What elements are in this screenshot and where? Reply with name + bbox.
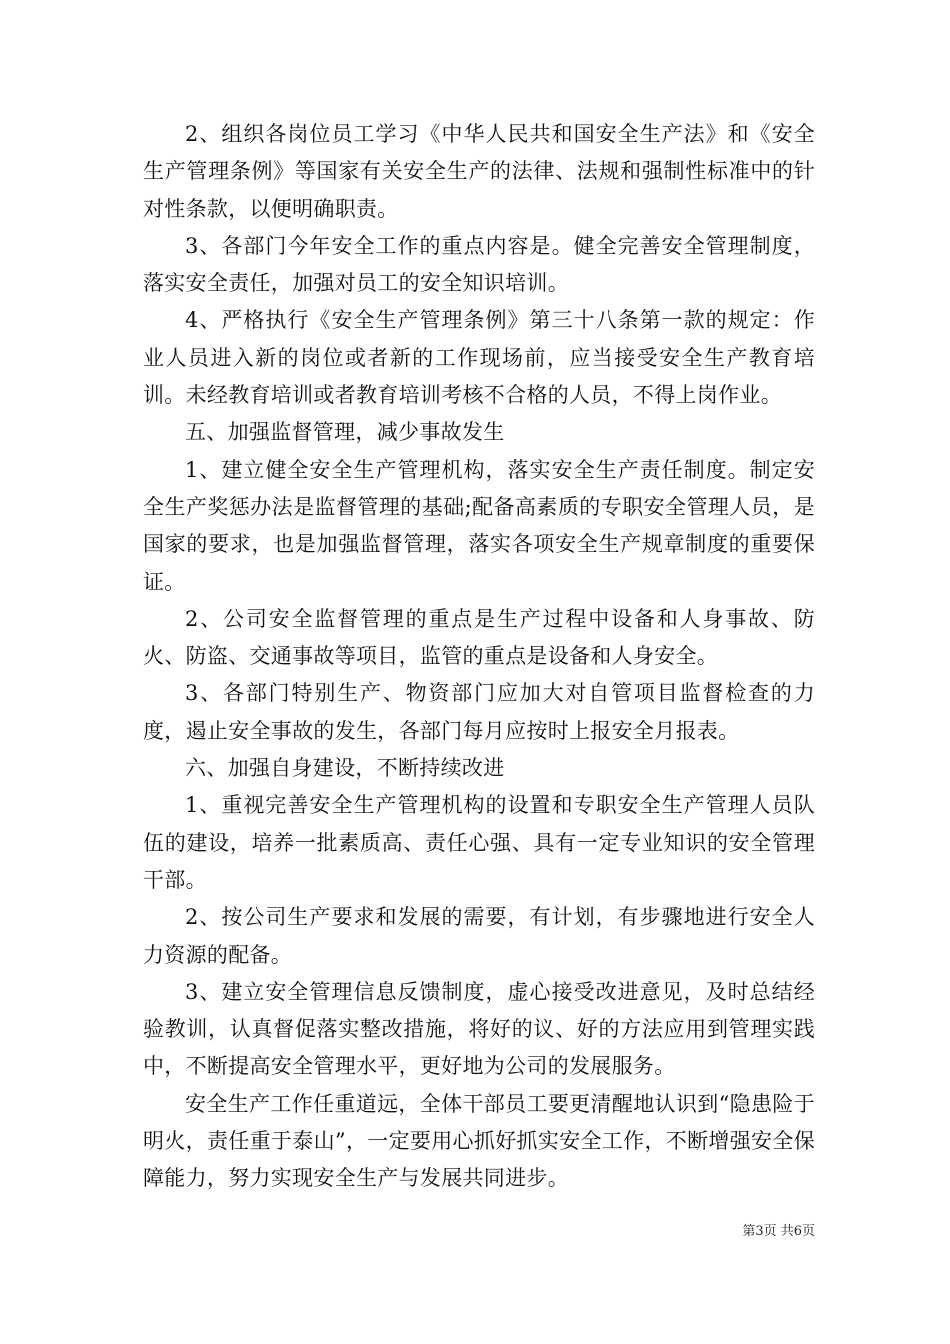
closing-paragraph: 安全生产工作任重道远，全体干部员工要更清醒地认识到“隐患险于明火，责任重于泰山”，一定要用心抓好抓实安全工作，不断增强安全保障能力，努力实现安全生产与发展共同进步。 <box>143 1091 815 1191</box>
paragraph-2: 3、各部门今年安全工作的重点内容是。健全完善安全管理制度，落实安全责任，加强对员工的安全知识培训。 <box>143 233 815 296</box>
page-number: 第3页 共6页 <box>742 1224 815 1239</box>
paragraph-7: 3、各部门特别生产、物资部门应加大对自管项目监督检查的力度，遏止安全事故的发生，各部门每月应按时上报安全月报表。 <box>143 681 815 743</box>
paragraph-9: 1、重视完善安全生产管理机构的设置和专职安全生产管理人员队伍的建设，培养一批素质高、责任心强、具有一定专业知识的安全管理干部。 <box>143 793 815 892</box>
section-heading-6: 六、加强自身建设，不断持续改进 <box>185 756 505 781</box>
paragraph-10: 2、按公司生产要求和发展的需要，有计划，有步骤地进行安全人力资源的配备。 <box>143 905 815 967</box>
paragraph-5: 1、建立健全安全生产管理机构，落实安全生产责任制度。制定安全生产奖惩办法是监督管理的基础;配备高素质的专职安全管理人员，是国家的要求，也是加强监督管理，落实各项安全生产规章制度的重要保证。 <box>143 457 815 594</box>
paragraph-1: 2、组织各岗位员工学习《中华人民共和国安全生产法》和《安全生产管理条例》等国家有关安全生产的法律、法规和强制性标准中的针对性条款，以便明确职责。 <box>143 122 815 221</box>
paragraph-6: 2、公司安全监督管理的重点是生产过程中设备和人身事故、防火、防盗、交通事故等项目，监管的重点是设备和人身安全。 <box>143 606 815 669</box>
section-heading-5: 五、加强监督管理，减少事故发生 <box>185 420 505 445</box>
paragraph-11: 3、建立安全管理信息反馈制度，虚心接受改进意见，及时总结经验教训，认真督促落实整改措施，将好的议、好的方法应用到管理实践中，不断提高安全管理水平，更好地为公司的发展服务。 <box>143 979 815 1079</box>
document-body <box>143 116 815 1198</box>
paragraph-3: 4、严格执行《安全生产管理条例》第三十八条第一款的规定：作业人员进入新的岗位或者新的工作现场前，应当接受安全生产教育培训。未经教育培训或者教育培训考核不合格的人员，不得上岗作业。 <box>143 308 815 408</box>
